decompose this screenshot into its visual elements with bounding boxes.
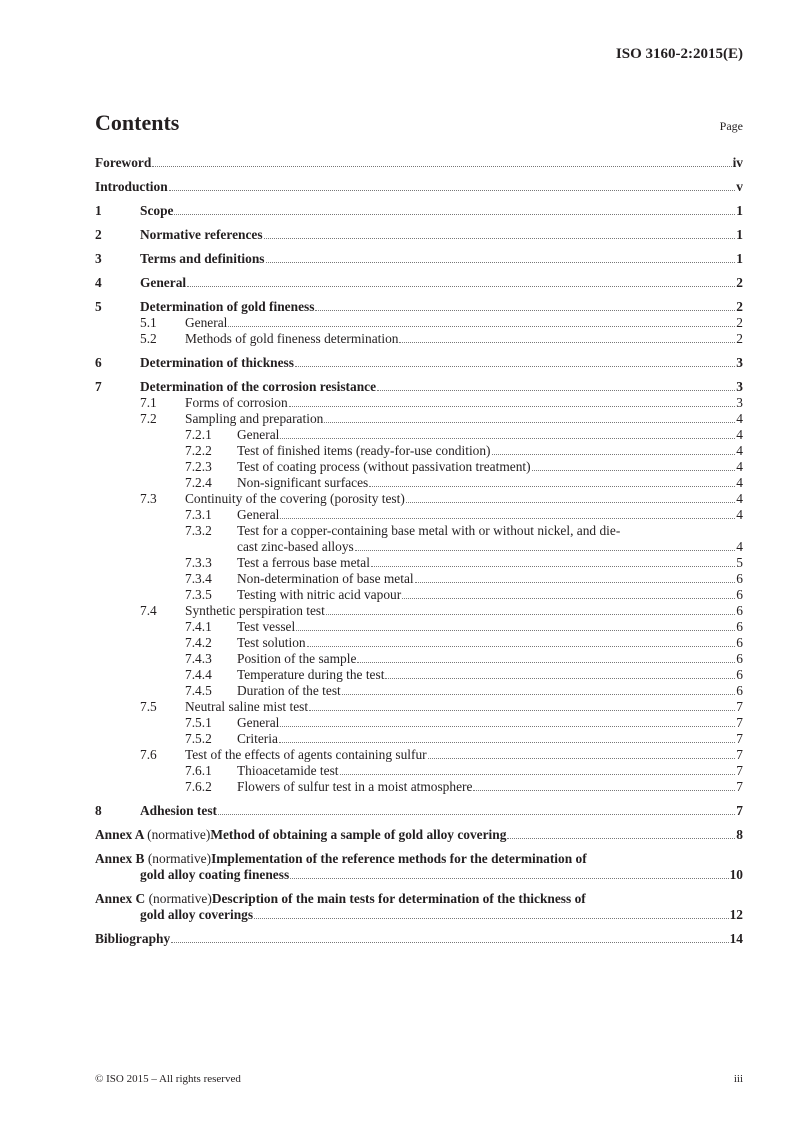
entry-page: 14 bbox=[729, 931, 743, 946]
dot-leader bbox=[279, 742, 735, 743]
dot-leader bbox=[473, 790, 735, 791]
annex-kind: (normative) bbox=[147, 827, 211, 842]
entry-title: Non-significant surfaces bbox=[237, 475, 369, 490]
dot-leader bbox=[324, 422, 735, 423]
dot-leader bbox=[289, 406, 736, 407]
entry-title: Foreword bbox=[95, 155, 152, 170]
entry-line bbox=[95, 251, 743, 267]
entry-title: General bbox=[185, 315, 228, 330]
dot-leader bbox=[492, 454, 736, 455]
entry-number: 7.6.2 bbox=[185, 779, 212, 794]
toc-entry[interactable] bbox=[95, 507, 743, 523]
entry-line bbox=[95, 555, 743, 571]
entry-line bbox=[95, 603, 743, 619]
entry-line bbox=[95, 803, 743, 819]
entry-number: 7.5.2 bbox=[185, 731, 212, 746]
entry-title: Duration of the test bbox=[237, 683, 341, 698]
entry-title: Sampling and preparation bbox=[185, 411, 324, 426]
entry-title: General bbox=[237, 715, 280, 730]
entry-line bbox=[95, 931, 743, 947]
entry-title: Normative references bbox=[140, 227, 263, 242]
dot-leader bbox=[280, 518, 735, 519]
dot-leader bbox=[187, 286, 735, 287]
entry-page: 6 bbox=[736, 571, 743, 586]
toc-entry[interactable] bbox=[95, 651, 743, 667]
entry-line bbox=[95, 747, 743, 763]
entry-title: Description of the main tests for determination of the thickness of bbox=[211, 891, 586, 906]
toc-entry[interactable] bbox=[95, 203, 743, 219]
entry-number: 7.4.4 bbox=[185, 667, 212, 682]
entry-page: 7 bbox=[736, 747, 743, 762]
annex-label bbox=[95, 851, 211, 867]
entry-number: 7.4.3 bbox=[185, 651, 212, 666]
entry-continuation bbox=[95, 907, 743, 923]
entry-title: Flowers of sulfur test in a moist atmosphere bbox=[237, 779, 473, 794]
toc-entry[interactable] bbox=[95, 443, 743, 459]
entry-number: 7.6.1 bbox=[185, 763, 212, 778]
dot-leader bbox=[326, 614, 735, 615]
toc-entry[interactable] bbox=[95, 699, 743, 715]
entry-title: Implementation of the reference methods for the determination of bbox=[211, 851, 587, 866]
entry-line bbox=[95, 315, 743, 331]
dot-leader bbox=[280, 438, 735, 439]
entry-line bbox=[95, 203, 743, 219]
entry-page: 7 bbox=[736, 803, 743, 818]
entry-number: 7.3 bbox=[140, 491, 157, 506]
entry-title: Test for a copper-containing base metal with or without nickel, and die- bbox=[237, 523, 621, 538]
toc-entry[interactable] bbox=[95, 683, 743, 699]
entry-title: Test solution bbox=[237, 635, 306, 650]
entry-page: 12 bbox=[729, 907, 743, 922]
entry-number: 6 bbox=[95, 355, 102, 370]
toc-entry[interactable] bbox=[95, 275, 743, 291]
toc-entry[interactable] bbox=[95, 603, 743, 619]
toc-entry[interactable] bbox=[95, 555, 743, 571]
dot-leader bbox=[228, 326, 735, 327]
dot-leader bbox=[507, 838, 735, 839]
toc-entry[interactable] bbox=[95, 803, 743, 819]
entry-page: 3 bbox=[736, 379, 743, 394]
entry-title: Scope bbox=[140, 203, 174, 218]
entry-line bbox=[95, 459, 743, 475]
entry-title: Introduction bbox=[95, 179, 168, 194]
entry-number: 7.4.5 bbox=[185, 683, 212, 698]
dot-leader bbox=[406, 502, 736, 503]
entry-title: Methods of gold fineness determination bbox=[185, 331, 399, 346]
entry-number: 5.1 bbox=[140, 315, 157, 330]
page-number: iii bbox=[733, 1073, 743, 1085]
entry-line bbox=[95, 699, 743, 715]
toc-entry[interactable] bbox=[95, 763, 743, 779]
annex-label bbox=[95, 827, 210, 843]
annex-kind: (normative) bbox=[148, 891, 212, 906]
entry-line bbox=[95, 275, 743, 291]
dot-leader bbox=[377, 390, 735, 391]
entry-number: 8 bbox=[95, 803, 102, 818]
toc-entry[interactable] bbox=[95, 715, 743, 731]
entry-title: Terms and definitions bbox=[140, 251, 265, 266]
entry-title: Non-determination of base metal bbox=[237, 571, 414, 586]
toc-entry[interactable] bbox=[95, 851, 743, 883]
table-of-contents bbox=[95, 155, 743, 947]
dot-leader bbox=[309, 710, 735, 711]
entry-title: Test of the effects of agents containing sulfur bbox=[185, 747, 427, 762]
entry-line bbox=[95, 491, 743, 507]
entry-title: Test of finished items (ready-for-use condition) bbox=[237, 443, 491, 458]
entry-number: 7.3.5 bbox=[185, 587, 212, 602]
entry-number: 7.2.4 bbox=[185, 475, 212, 490]
entry-page: 7 bbox=[736, 779, 743, 794]
toc-entry[interactable] bbox=[95, 619, 743, 635]
entry-line bbox=[95, 379, 743, 395]
toc-entry[interactable] bbox=[95, 747, 743, 763]
entry-line bbox=[95, 331, 743, 347]
entry-page: 6 bbox=[736, 603, 743, 618]
entry-page: 6 bbox=[736, 651, 743, 666]
toc-entry[interactable] bbox=[95, 251, 743, 267]
dot-leader bbox=[171, 942, 728, 943]
entry-title: Temperature during the test bbox=[237, 667, 385, 682]
entry-page: 4 bbox=[736, 507, 743, 522]
toc-entry[interactable] bbox=[95, 411, 743, 427]
page-title: Contents bbox=[95, 110, 180, 135]
toc-entry[interactable] bbox=[95, 779, 743, 795]
entry-line bbox=[95, 507, 743, 523]
entry-line bbox=[95, 179, 743, 195]
entry-number: 1 bbox=[95, 203, 102, 218]
entry-page: 1 bbox=[736, 227, 743, 242]
toc-entry[interactable] bbox=[95, 891, 743, 923]
entry-number: 7.3.2 bbox=[185, 523, 212, 538]
entry-page: 6 bbox=[736, 683, 743, 698]
entry-line bbox=[95, 443, 743, 459]
toc-entry[interactable] bbox=[95, 155, 743, 171]
toc-entry[interactable] bbox=[95, 227, 743, 243]
entry-page: 7 bbox=[736, 731, 743, 746]
entry-line bbox=[95, 571, 743, 587]
entry-number: 5.2 bbox=[140, 331, 157, 346]
entry-title: Test a ferrous base metal bbox=[237, 555, 370, 570]
entry-page: 6 bbox=[736, 587, 743, 602]
dot-leader bbox=[295, 366, 735, 367]
entry-page: 4 bbox=[736, 539, 743, 554]
dot-leader bbox=[152, 166, 731, 167]
entry-page: v bbox=[736, 179, 743, 194]
dot-leader bbox=[169, 190, 736, 191]
entry-title: Method of obtaining a sample of gold alloy covering bbox=[210, 827, 507, 842]
entry-title: Testing with nitric acid vapour bbox=[237, 587, 402, 602]
entry-page: 6 bbox=[736, 619, 743, 634]
dot-leader bbox=[296, 630, 735, 631]
toc-entry[interactable] bbox=[95, 459, 743, 475]
toc-entry[interactable] bbox=[95, 827, 743, 843]
entry-number: 7.5.1 bbox=[185, 715, 212, 730]
entry-page: 2 bbox=[736, 275, 743, 290]
entry-number: 7.2 bbox=[140, 411, 157, 426]
dot-leader bbox=[280, 726, 735, 727]
entry-page: 8 bbox=[736, 827, 743, 842]
entry-line bbox=[95, 227, 743, 243]
dot-leader bbox=[385, 678, 735, 679]
toc-entry[interactable] bbox=[95, 379, 743, 395]
annex-heading bbox=[95, 827, 743, 843]
entry-page: 5 bbox=[736, 555, 743, 570]
entry-line bbox=[95, 475, 743, 491]
entry-number: 7.2.1 bbox=[185, 427, 212, 442]
entry-line bbox=[95, 619, 743, 635]
entry-page: 2 bbox=[736, 331, 743, 346]
dot-leader bbox=[266, 262, 736, 263]
entry-title: Continuity of the covering (porosity test) bbox=[185, 491, 405, 506]
entry-continuation bbox=[95, 867, 743, 883]
entry-line bbox=[95, 395, 743, 411]
entry-page: 4 bbox=[736, 491, 743, 506]
entry-number: 7.6 bbox=[140, 747, 157, 762]
entry-title: Forms of corrosion bbox=[185, 395, 288, 410]
dot-leader bbox=[355, 550, 736, 551]
toc-entry[interactable] bbox=[95, 395, 743, 411]
annex-kind: (normative) bbox=[147, 851, 212, 866]
entry-page: 7 bbox=[736, 699, 743, 714]
entry-line bbox=[95, 635, 743, 651]
toc-entry[interactable] bbox=[95, 571, 743, 587]
annex-number: Annex C bbox=[95, 891, 146, 906]
entry-line bbox=[95, 523, 743, 539]
dot-leader bbox=[532, 470, 736, 471]
dot-leader bbox=[340, 774, 736, 775]
entry-page: 6 bbox=[736, 635, 743, 650]
annex-heading bbox=[95, 891, 743, 907]
entry-title: Determination of thickness bbox=[140, 355, 294, 370]
entry-line bbox=[95, 587, 743, 603]
entry-number: 7.5 bbox=[140, 699, 157, 714]
entry-number: 7.2.3 bbox=[185, 459, 212, 474]
toc-entry[interactable] bbox=[95, 931, 743, 947]
entry-number: 7 bbox=[95, 379, 102, 394]
entry-page: 4 bbox=[736, 411, 743, 426]
entry-title: Thioacetamide test bbox=[237, 763, 339, 778]
toc-entry[interactable] bbox=[95, 299, 743, 315]
entry-line bbox=[95, 299, 743, 315]
entry-number: 7.1 bbox=[140, 395, 157, 410]
entry-title: gold alloy coating fineness bbox=[140, 867, 290, 882]
toc-entry[interactable] bbox=[95, 523, 743, 555]
entry-page: 2 bbox=[736, 299, 743, 314]
entry-page: 6 bbox=[736, 667, 743, 682]
dot-leader bbox=[415, 582, 736, 583]
dot-leader bbox=[264, 238, 736, 239]
entry-number: 2 bbox=[95, 227, 102, 242]
entry-title: General bbox=[140, 275, 187, 290]
entry-title: Determination of gold fineness bbox=[140, 299, 315, 314]
annex-number: Annex B bbox=[95, 851, 145, 866]
entry-line bbox=[95, 651, 743, 667]
entry-line bbox=[95, 427, 743, 443]
dot-leader bbox=[315, 310, 735, 311]
entry-title: gold alloy coverings bbox=[140, 907, 254, 922]
entry-number: 7.4 bbox=[140, 603, 157, 618]
entry-title: Determination of the corrosion resistance bbox=[140, 379, 377, 394]
entry-line bbox=[95, 155, 743, 171]
entry-title: Test vessel bbox=[237, 619, 296, 634]
entry-number: 7.3.4 bbox=[185, 571, 212, 586]
entry-title: Synthetic perspiration test bbox=[185, 603, 325, 618]
document-id-header: ISO 3160-2:2015(E) bbox=[615, 46, 743, 62]
entry-page: 4 bbox=[736, 475, 743, 490]
entry-page: 4 bbox=[736, 443, 743, 458]
entry-page: 7 bbox=[736, 715, 743, 730]
toc-entry[interactable] bbox=[95, 491, 743, 507]
toc-entry[interactable] bbox=[95, 731, 743, 747]
copyright-footer: © ISO 2015 – All rights reserved bbox=[95, 1073, 241, 1085]
entry-number: 7.4.2 bbox=[185, 635, 212, 650]
entry-page: 4 bbox=[736, 427, 743, 442]
entry-page: 1 bbox=[736, 251, 743, 266]
entry-page: 3 bbox=[736, 395, 743, 410]
entry-page: 2 bbox=[736, 315, 743, 330]
entry-page: 4 bbox=[736, 459, 743, 474]
dot-leader bbox=[369, 486, 735, 487]
dot-leader bbox=[174, 214, 735, 215]
entry-title: Position of the sample bbox=[237, 651, 357, 666]
toc-entry[interactable] bbox=[95, 355, 743, 371]
dot-leader bbox=[371, 566, 735, 567]
entry-number: 5 bbox=[95, 299, 102, 314]
entry-title: cast zinc-based alloys bbox=[237, 539, 354, 554]
entry-line bbox=[95, 715, 743, 731]
entry-title: General bbox=[237, 427, 280, 442]
entry-title: Bibliography bbox=[95, 931, 171, 946]
entry-page: iv bbox=[732, 155, 743, 170]
entry-line bbox=[95, 411, 743, 427]
entry-page: 7 bbox=[736, 763, 743, 778]
entry-title: General bbox=[237, 507, 280, 522]
entry-number: 3 bbox=[95, 251, 102, 266]
entry-title: Adhesion test bbox=[140, 803, 218, 818]
dot-leader bbox=[402, 598, 735, 599]
page-column-label: Page bbox=[719, 119, 743, 133]
entry-page: 3 bbox=[736, 355, 743, 370]
annex-number: Annex A bbox=[95, 827, 144, 842]
toc-entry[interactable] bbox=[95, 635, 743, 651]
entry-line bbox=[95, 683, 743, 699]
dot-leader bbox=[307, 646, 736, 647]
dot-leader bbox=[357, 662, 735, 663]
dot-leader bbox=[399, 342, 735, 343]
dot-leader bbox=[428, 758, 736, 759]
annex-heading bbox=[95, 851, 743, 867]
entry-number: 4 bbox=[95, 275, 102, 290]
dot-leader bbox=[290, 878, 728, 879]
toc-entry[interactable] bbox=[95, 587, 743, 603]
entry-number: 7.4.1 bbox=[185, 619, 212, 634]
entry-number: 7.3.3 bbox=[185, 555, 212, 570]
entry-title: Criteria bbox=[237, 731, 278, 746]
entry-line bbox=[95, 731, 743, 747]
entry-number: 7.3.1 bbox=[185, 507, 212, 522]
dot-leader bbox=[342, 694, 736, 695]
toc-entry[interactable] bbox=[95, 315, 743, 331]
dot-leader bbox=[218, 814, 735, 815]
toc-entry[interactable] bbox=[95, 331, 743, 347]
entry-line bbox=[95, 355, 743, 371]
entry-line bbox=[95, 779, 743, 795]
dot-leader bbox=[254, 918, 729, 919]
toc-entry[interactable] bbox=[95, 427, 743, 443]
entry-title: Neutral saline mist test bbox=[185, 699, 309, 714]
entry-line bbox=[95, 763, 743, 779]
toc-entry[interactable] bbox=[95, 475, 743, 491]
entry-continuation bbox=[95, 539, 743, 555]
toc-entry[interactable] bbox=[95, 179, 743, 195]
entry-page: 10 bbox=[729, 867, 743, 882]
annex-label bbox=[95, 891, 212, 907]
entry-line bbox=[95, 667, 743, 683]
entry-title: Test of coating process (without passivation treatment) bbox=[237, 459, 531, 474]
entry-number: 7.2.2 bbox=[185, 443, 212, 458]
toc-entry[interactable] bbox=[95, 667, 743, 683]
entry-page: 1 bbox=[736, 203, 743, 218]
